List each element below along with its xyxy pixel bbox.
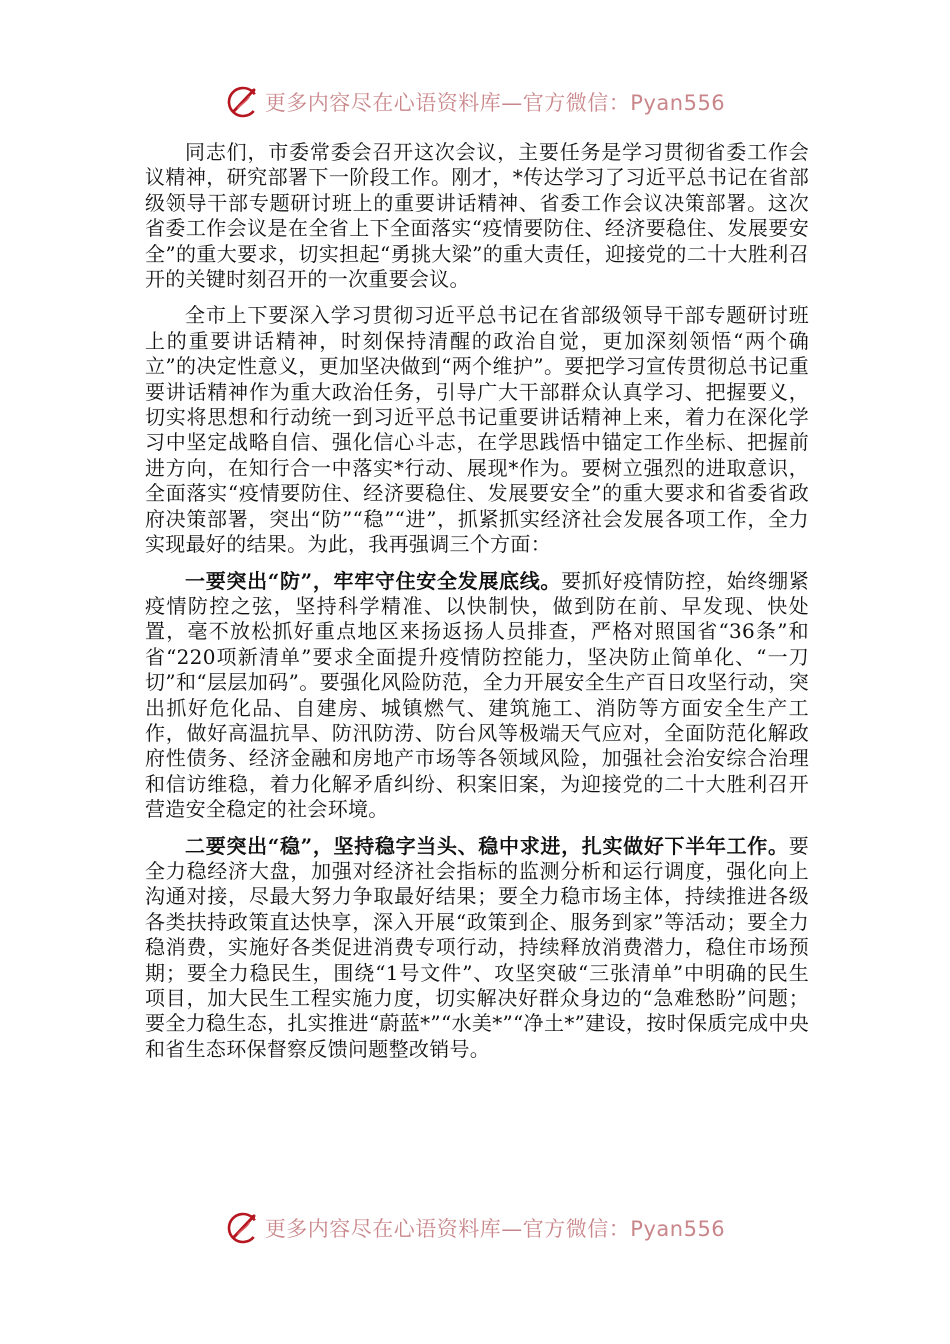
paragraph-prevention bbox=[145, 569, 809, 823]
paragraph-stability-body: 要全力稳经济大盘，加强对经济社会指标的监测分析和运行调度，强化向上沟通对接，尽最大努力争取最好结果；要全力稳市场主体，持续推进各级各类扶持政策直达快享，深入开展“政策到企、服务到家”等活动；要全力稳消费，实施好各类促进消费专项行动，持续释放消费潜力，稳住市场预期；要全力稳民生，围绕“1号文件”、攻坚突破“三张清单”中明确的民生项目，加大民生工程实施力度，切实解决好群众身边的“急难愁盼”问题；要全力稳生态，扎实推进“蔚蓝*”“水美*”“净土*”建设，按时保质完成中央和省生态环保督察反馈问题整改销号。 bbox=[145, 833, 809, 1061]
paragraph-opening: 同志们，市委常委会召开这次会议，主要任务是学习贯彻省委工作会议精神，研究部署下一阶段工作。刚才，*传达学习了习近平总书记在省部级领导干部专题研讨班上的重要讲话精神、省委工作会议决策部署。这次省委工作会议是在全省上下全面落实“疫情要防住、经济要稳住、发展要安全”的重大要求，切实担起“勇挑大梁”的重大责任，迎接党的二十大胜利召开的关键时刻召开的一次重要会议。 bbox=[145, 140, 809, 292]
calligraphy-brush-logo-icon bbox=[225, 84, 261, 120]
paragraph-stability bbox=[145, 834, 809, 1063]
calligraphy-brush-logo-icon bbox=[225, 1210, 261, 1246]
header-watermark-text: 更多内容尽在心语资料库—官方微信：Pyan556 bbox=[264, 91, 726, 115]
paragraph-prevention-body: 要抓好疫情防控，始终绷紧疫情防控之弦，坚持科学精准、以快制快，做到防在前、早发现、快处置，毫不放松抓好重点地区来扬返扬人员排查，严格对照国省“36条”和省“220项新清单”要求全面提升疫情防控能力，坚决防止简单化、“一刀切”和“层层加码”。要强化风险防范，全力开展安全生产百日攻坚行动，突出抓好危化品、自建房、城镇燃气、建筑施工、消防等方面安全生产工作，做好高温抗旱、防汛防涝、防台风等极端天气应对，全面防范化解政府性债务、经济金融和房地产市场等各领域风险，加强社会治安综合治理和信访维稳，着力化解矛盾纠纷、积案旧案，为迎接党的二十大胜利召开营造安全稳定的社会环境。 bbox=[145, 568, 809, 822]
paragraph-study-spirit: 全市上下要深入学习贯彻习近平总书记在省部级领导干部专题研讨班上的重要讲话精神，时刻保持清醒的政治自觉，更加深刻领悟“两个确立”的决定性意义，更加坚决做到“两个维护”。要把学习宣传贯彻总书记重要讲话精神作为重大政治任务，引导广大干部群众认真学习、把握要义，切实将思想和行动统一到习近平总书记重要讲话精神上来，着力在深化学习中坚定战略自信、强化信心斗志，在学思践悟中锚定工作坐标、把握前进方向，在知行合一中落实*行动、展现*作为。要树立强烈的进取意识，全面落实“疫情要防住、经济要稳住、发展要安全”的重大要求和省委省政府决策部署，突出“防”“稳”“进”，抓紧抓实经济社会发展各项工作，全力实现最好的结果。为此，我再强调三个方面： bbox=[145, 303, 809, 557]
paragraph-prevention-heading: 一要突出“防”，牢牢守住安全发展底线。 bbox=[185, 568, 562, 593]
header-watermark-banner bbox=[0, 80, 950, 124]
footer-watermark-text: 更多内容尽在心语资料库—官方微信：Pyan556 bbox=[264, 1217, 726, 1241]
paragraph-stability-heading: 二要突出“稳”，坚持稳字当头、稳中求进，扎实做好下半年工作。 bbox=[185, 833, 789, 858]
footer-watermark-banner bbox=[0, 1206, 950, 1250]
document-body bbox=[145, 140, 809, 1073]
